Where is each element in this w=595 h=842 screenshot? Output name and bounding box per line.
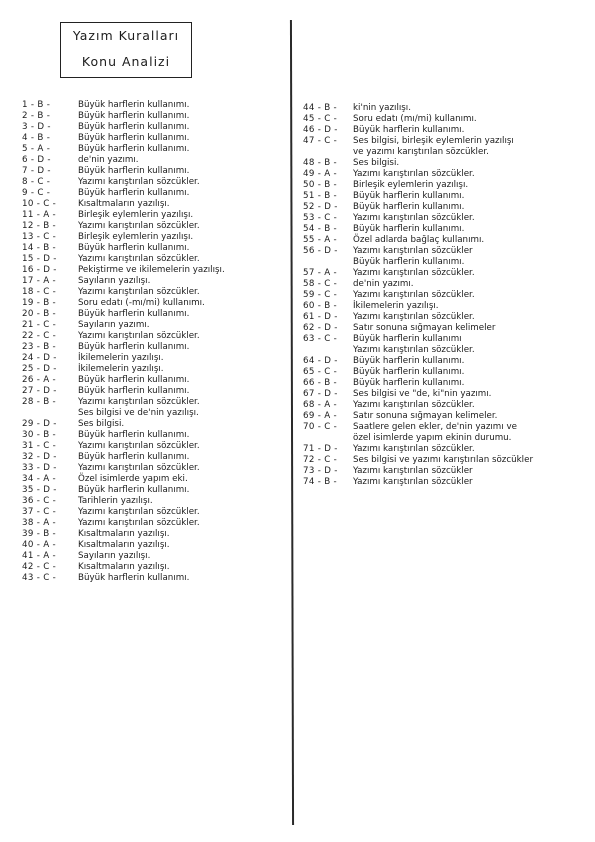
answer-code: 1 - B - (22, 100, 51, 110)
answer-code: 46 - D - (303, 125, 338, 135)
answer-row (22, 144, 284, 155)
answer-code: 13 - C - (22, 232, 57, 242)
answer-row (303, 400, 588, 411)
answer-row (303, 389, 588, 400)
answer-code: 37 - C - (22, 507, 57, 517)
answer-topic: Büyük harflerin kullanımı. (78, 122, 190, 132)
answer-code: 15 - D - (22, 254, 57, 264)
answer-topic: Yazımı karıştırılan sözcükler. (78, 221, 200, 231)
answer-row (22, 199, 284, 210)
answer-topic: Ses bilgisi, birleşik eylemlerin yazılışı (353, 136, 514, 146)
answer-code: 43 - C - (22, 573, 57, 583)
answer-row (22, 474, 284, 485)
answer-topic: Sayıların yazımı. (78, 320, 150, 330)
answer-row (303, 323, 588, 334)
answer-topic: Kısaltmaların yazılışı. (78, 562, 170, 572)
answer-topic: Kısaltmaların yazılışı. (78, 199, 170, 209)
answer-code: 16 - D - (22, 265, 57, 275)
answer-topic: Yazımı karıştırılan sözcükler. (78, 331, 200, 341)
answer-row (22, 342, 284, 353)
answer-row (22, 188, 284, 199)
answer-row (22, 309, 284, 320)
answer-row (303, 114, 588, 125)
answer-code: 27 - D - (22, 386, 57, 396)
answer-topic: Büyük harflerin kullanımı. (78, 386, 190, 396)
answer-row (22, 122, 284, 133)
answer-code: 4 - B - (22, 133, 51, 143)
answer-row (22, 221, 284, 232)
answer-code: 20 - B - (22, 309, 56, 319)
answer-row (22, 331, 284, 342)
answer-row (22, 265, 284, 276)
answer-topic: Özel isimlerde yapım eki. (78, 474, 188, 484)
answer-topic: Yazımı karıştırılan sözcükler. (353, 400, 475, 410)
answer-code: 53 - C - (303, 213, 338, 223)
answer-row (303, 290, 588, 301)
answer-topic: Özel adlarda bağlaç kullanımı. (353, 235, 485, 245)
answer-topic: Saatlere gelen ekler, de'nin yazımı ve (353, 422, 517, 432)
answer-row (22, 353, 284, 364)
answer-topic-continued: Ses bilgisi ve de'nin yazılışı. (78, 408, 199, 418)
answer-row (303, 235, 588, 246)
answer-code: 49 - A - (303, 169, 337, 179)
answer-row (22, 540, 284, 551)
answer-topic: Yazımı karıştırılan sözcükler. (353, 444, 475, 454)
answer-code: 69 - A - (303, 411, 337, 421)
answer-topic: Büyük harflerin kullanımı. (78, 100, 190, 110)
answer-code: 62 - D - (303, 323, 338, 333)
answer-code: 54 - B - (303, 224, 337, 234)
answer-row (303, 312, 588, 323)
answer-topic: Soru edatı (-mı/mi) kullanımı. (78, 298, 205, 308)
answer-row (22, 287, 284, 298)
answer-row (22, 320, 284, 331)
answer-topic: Büyük harflerin kullanımı. (353, 125, 465, 135)
answer-row (22, 386, 284, 397)
answer-topic: Sayıların yazılışı. (78, 276, 151, 286)
left-column (22, 100, 284, 584)
answer-row (303, 279, 588, 290)
answer-code: 72 - C - (303, 455, 338, 465)
answer-code: 56 - D - (303, 246, 338, 256)
answer-row (303, 246, 588, 268)
answer-code: 50 - B - (303, 180, 337, 190)
answer-code: 19 - B - (22, 298, 56, 308)
answer-code: 55 - A - (303, 235, 337, 245)
answer-code: 30 - B - (22, 430, 56, 440)
answer-row (22, 364, 284, 375)
answer-row (22, 254, 284, 265)
answer-topic: Yazımı karıştırılan sözcükler. (78, 518, 200, 528)
answer-row (303, 268, 588, 279)
answer-code: 36 - C - (22, 496, 57, 506)
answer-topic: Büyük harflerin kullanımı. (353, 191, 465, 201)
answer-topic: Yazımı karıştırılan sözcükler. (353, 312, 475, 322)
answer-row (22, 298, 284, 309)
answer-topic: Büyük harflerin kullanımı. (353, 367, 465, 377)
answer-topic: Birleşik eylemlerin yazılışı. (353, 180, 469, 190)
answer-row (303, 444, 588, 455)
answer-code: 66 - B - (303, 378, 337, 388)
answer-code: 26 - A - (22, 375, 56, 385)
answer-row (22, 232, 284, 243)
answer-code: 31 - C - (22, 441, 57, 451)
answer-row (22, 397, 284, 419)
answer-topic: İkilemelerin yazılışı. (353, 301, 439, 311)
answer-topic-continued: özel isimlerde yapım ekinin durumu. (353, 433, 512, 443)
answer-topic: Yazımı karıştırılan sözcükler. (78, 397, 200, 407)
answer-row (22, 100, 284, 111)
answer-row (22, 463, 284, 474)
answer-code: 59 - C - (303, 290, 338, 300)
answer-row (303, 455, 588, 466)
answer-code: 44 - B - (303, 103, 337, 113)
answer-code: 61 - D - (303, 312, 338, 322)
answer-code: 25 - D - (22, 364, 57, 374)
answer-code: 35 - D - (22, 485, 57, 495)
answer-row (303, 125, 588, 136)
answer-topic: Yazımı karıştırılan sözcükler. (353, 213, 475, 223)
answer-topic: İkilemelerin yazılışı. (78, 353, 164, 363)
answer-row (22, 441, 284, 452)
answer-code: 29 - D - (22, 419, 57, 429)
answer-row (22, 529, 284, 540)
answer-row (303, 356, 588, 367)
answer-topic: Büyük harflerin kullanımı. (353, 356, 465, 366)
answer-topic-continued: Yazımı karıştırılan sözcükler. (353, 345, 475, 355)
answer-topic: Büyük harflerin kullanımı (353, 334, 462, 344)
answer-code: 8 - C - (22, 177, 51, 187)
answer-code: 39 - B - (22, 529, 56, 539)
answer-row (22, 276, 284, 287)
answer-topic: Ses bilgisi. (78, 419, 125, 429)
answer-code: 57 - A - (303, 268, 337, 278)
answer-code: 74 - B - (303, 477, 337, 487)
answer-code: 3 - D - (22, 122, 51, 132)
answer-row (22, 507, 284, 518)
answer-row (303, 202, 588, 213)
answer-row (22, 573, 284, 584)
answer-row (22, 155, 284, 166)
answer-code: 28 - B - (22, 397, 56, 407)
answer-code: 51 - B - (303, 191, 337, 201)
answer-code: 14 - B - (22, 243, 56, 253)
answer-code: 68 - A - (303, 400, 337, 410)
answer-row (303, 180, 588, 191)
answer-row (22, 485, 284, 496)
column-divider (290, 20, 294, 825)
answer-topic: Büyük harflerin kullanımı. (78, 188, 190, 198)
answer-topic: Büyük harflerin kullanımı. (78, 133, 190, 143)
answer-code: 40 - A - (22, 540, 56, 550)
answer-row (22, 177, 284, 188)
title-line-2: Konu Analizi (81, 54, 171, 69)
answer-row (303, 477, 588, 488)
answer-topic: Yazımı karıştırılan sözcükler. (78, 463, 200, 473)
answer-row (303, 466, 588, 477)
answer-row (303, 136, 588, 158)
answer-code: 42 - C - (22, 562, 57, 572)
answer-code: 73 - D - (303, 466, 338, 476)
answer-topic: Ses bilgisi ve yazımı karıştırılan sözcükler (353, 455, 534, 465)
answer-code: 47 - C - (303, 136, 338, 146)
answer-topic: Pekiştirme ve ikilemelerin yazılışı. (78, 265, 225, 275)
answer-code: 17 - A - (22, 276, 56, 286)
answer-topic: Büyük harflerin kullanımı. (78, 166, 190, 176)
answer-topic: de'nin yazımı. (78, 155, 139, 165)
answer-topic: İkilemelerin yazılışı. (78, 364, 164, 374)
answer-topic: Tarihlerin yazılışı. (78, 496, 153, 506)
answer-topic: Büyük harflerin kullanımı. (353, 378, 465, 388)
right-column (303, 103, 588, 488)
answer-topic: Soru edatı (mı/mi) kullanımı. (353, 114, 477, 124)
answer-topic: Yazımı karıştırılan sözcükler. (78, 254, 200, 264)
answer-row (303, 224, 588, 235)
answer-topic: Yazımı karıştırılan sözcükler. (78, 507, 200, 517)
answer-topic: ki'nin yazılışı. (353, 103, 411, 113)
answer-row (22, 551, 284, 562)
answer-topic: Birleşik eylemlerin yazılışı. (78, 232, 194, 242)
answer-code: 41 - A - (22, 551, 56, 561)
answer-row (303, 411, 588, 422)
answer-topic-continued: ve yazımı karıştırılan sözcükler. (353, 147, 489, 157)
answer-code: 12 - B - (22, 221, 56, 231)
answer-topic: Satır sonuna sığmayan kelimeler. (353, 411, 498, 421)
answer-topic: Büyük harflerin kullanımı. (353, 224, 465, 234)
answer-code: 38 - A - (22, 518, 56, 528)
answer-row (22, 430, 284, 441)
title-line-1: Yazım Kuralları (72, 28, 180, 43)
answer-topic: Yazımı karıştırılan sözcükler. (78, 441, 200, 451)
answer-topic: Yazımı karıştırılan sözcükler (353, 246, 473, 256)
answer-code: 9 - C - (22, 188, 51, 198)
answer-topic: Ses bilgisi. (353, 158, 400, 168)
answer-code: 63 - C - (303, 334, 338, 344)
answer-topic: Yazımı karıştırılan sözcükler. (78, 287, 200, 297)
answer-code: 22 - C - (22, 331, 57, 341)
answer-code: 7 - D - (22, 166, 51, 176)
answer-row (22, 452, 284, 463)
answer-topic-continued: Büyük harflerin kullanımı. (353, 257, 465, 267)
answer-topic: Satır sonuna sığmayan kelimeler (353, 323, 496, 333)
answer-topic: Büyük harflerin kullanımı. (353, 202, 465, 212)
answer-code: 48 - B - (303, 158, 337, 168)
answer-topic: de'nin yazımı. (353, 279, 414, 289)
title-box (60, 22, 192, 78)
answer-row (22, 210, 284, 221)
answer-code: 6 - D - (22, 155, 51, 165)
answer-code: 33 - D - (22, 463, 57, 473)
answer-code: 24 - D - (22, 353, 57, 363)
answer-code: 60 - B - (303, 301, 337, 311)
answer-row (22, 518, 284, 529)
answer-row (22, 496, 284, 507)
answer-topic: Kısaltmaların yazılışı. (78, 529, 170, 539)
answer-topic: Büyük harflerin kullanımı. (78, 342, 190, 352)
answer-code: 65 - C - (303, 367, 338, 377)
answer-topic: Yazımı karıştırılan sözcükler (353, 466, 473, 476)
answer-row (303, 422, 588, 444)
answer-code: 2 - B - (22, 111, 51, 121)
answer-row (22, 133, 284, 144)
answer-row (303, 191, 588, 202)
answer-code: 18 - C - (22, 287, 57, 297)
answer-code: 52 - D - (303, 202, 338, 212)
answer-row (22, 166, 284, 177)
answer-topic: Yazımı karıştırılan sözcükler. (353, 290, 475, 300)
answer-topic: Yazımı karıştırılan sözcükler. (353, 268, 475, 278)
answer-row (303, 367, 588, 378)
answer-topic: Sayıların yazılışı. (78, 551, 151, 561)
answer-topic: Büyük harflerin kullanımı. (78, 452, 190, 462)
answer-topic: Yazımı karıştırılan sözcükler (353, 477, 473, 487)
answer-row (22, 562, 284, 573)
answer-row (303, 334, 588, 356)
answer-code: 23 - B - (22, 342, 56, 352)
answer-code: 21 - C - (22, 320, 57, 330)
answer-topic: Büyük harflerin kullanımı. (78, 430, 190, 440)
answer-row (303, 301, 588, 312)
answer-topic: Büyük harflerin kullanımı. (78, 573, 190, 583)
answer-topic: Büyük harflerin kullanımı. (78, 144, 190, 154)
answer-row (303, 213, 588, 224)
answer-row (303, 103, 588, 114)
answer-code: 32 - D - (22, 452, 57, 462)
answer-code: 45 - C - (303, 114, 338, 124)
answer-topic: Büyük harflerin kullanımı. (78, 375, 190, 385)
answer-code: 10 - C - (22, 199, 57, 209)
answer-code: 11 - A - (22, 210, 56, 220)
answer-topic: Ses bilgisi ve "de, ki"nin yazımı. (353, 389, 492, 399)
answer-row (22, 375, 284, 386)
answer-topic: Yazımı karıştırılan sözcükler. (78, 177, 200, 187)
answer-row (303, 158, 588, 169)
answer-row (22, 419, 284, 430)
answer-row (303, 378, 588, 389)
answer-code: 71 - D - (303, 444, 338, 454)
answer-code: 64 - D - (303, 356, 338, 366)
answer-topic: Büyük harflerin kullanımı. (78, 309, 190, 319)
answer-row (22, 243, 284, 254)
answer-code: 67 - D - (303, 389, 338, 399)
answer-topic: Yazımı karıştırılan sözcükler. (353, 169, 475, 179)
answer-code: 70 - C - (303, 422, 338, 432)
answer-topic: Kısaltmaların yazılışı. (78, 540, 170, 550)
answer-topic: Büyük harflerin kullanımı. (78, 243, 190, 253)
answer-row (22, 111, 284, 122)
answer-row (303, 169, 588, 180)
answer-topic: Büyük harflerin kullanımı. (78, 111, 190, 121)
answer-code: 5 - A - (22, 144, 51, 154)
answer-topic: Birleşik eylemlerin yazılışı. (78, 210, 194, 220)
answer-code: 34 - A - (22, 474, 56, 484)
answer-code: 58 - C - (303, 279, 338, 289)
answer-topic: Büyük harflerin kullanımı. (78, 485, 190, 495)
